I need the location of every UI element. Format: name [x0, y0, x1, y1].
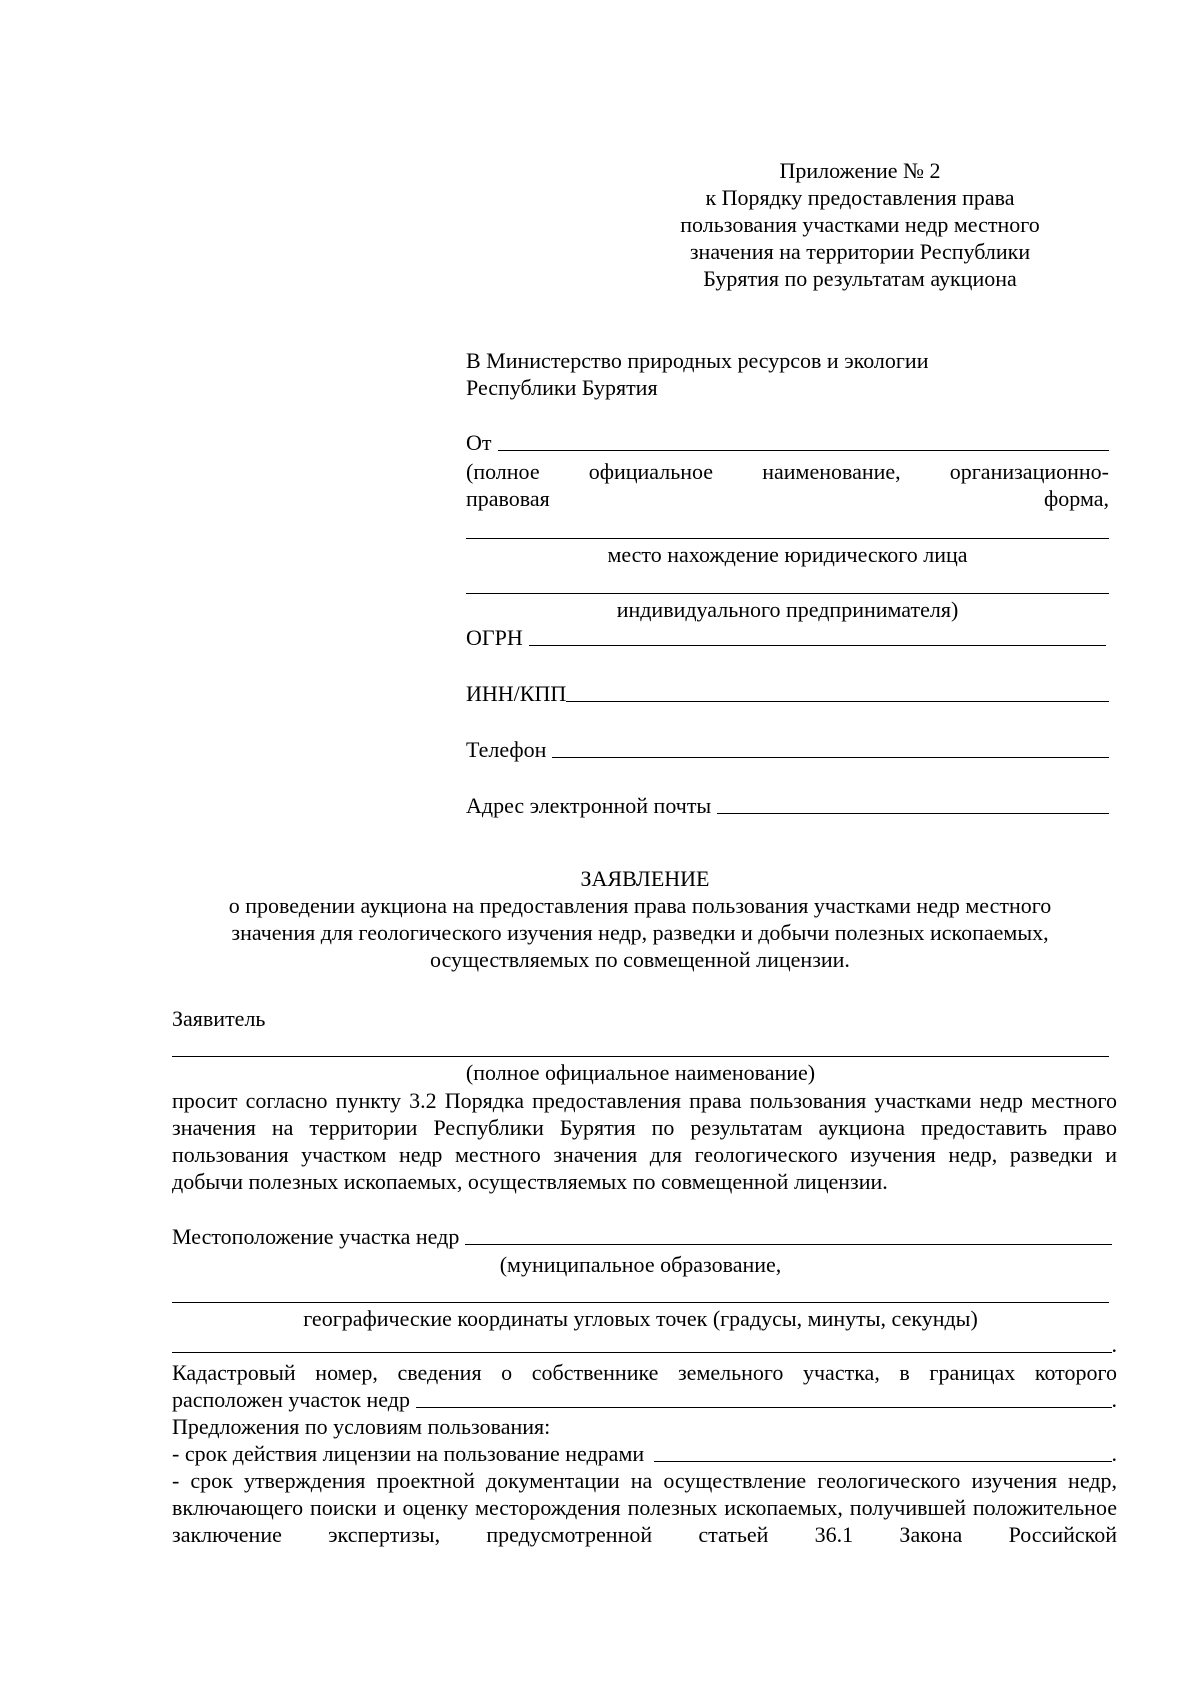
project-paragraph: - срок утверждения проектной документации на осуществление геологического изучения недр, включающего поиски и оценку месторождения полезных ископаемых, получившей положительное заключение экспертизы, предусмотренной статьей 36.1 Закона Российской [172, 1468, 1117, 1547]
sender-hint-2-right: форма, [1044, 486, 1109, 511]
term-row [172, 1440, 1117, 1467]
cadastral-line-1: Кадастровый номер, сведения о собственнике земельного участка, в границах которого [172, 1360, 1117, 1385]
from-field-line[interactable] [498, 450, 1109, 451]
statement-subtitle [160, 892, 1120, 973]
term-label: - срок действия лицензии на пользование недрами [172, 1441, 645, 1466]
inn-label: ИНН/КПП [466, 681, 567, 706]
location-field-line-2[interactable] [172, 1302, 1109, 1303]
email-label: Адрес электронной почты [466, 793, 712, 818]
appendix-block [660, 157, 1060, 292]
addressee-line: В Министерство природных ресурсов и экологии [466, 348, 929, 373]
cadastral-label: расположен участок недр [172, 1387, 410, 1412]
sender-hint-1: (полное официальное наименование, организационно- [466, 459, 1109, 484]
location-hint-1: (муниципальное образование, [499, 1252, 782, 1277]
ogrn-row [466, 624, 1106, 651]
sender-hint-2-left: правовая [466, 486, 550, 511]
from-row [466, 429, 1109, 456]
location-row-3 [172, 1331, 1117, 1358]
sender-hint-2-row [466, 485, 1109, 512]
statement-subtitle-line: о проведении аукциона на предоставления права пользования участками недр местного [228, 893, 1052, 918]
appendix-line: Бурятия по результатам аукциона [703, 266, 1017, 291]
location-field-line-3[interactable] [172, 1352, 1112, 1353]
statement-subtitle-line: осуществляемых по совмещенной лицензии. [430, 947, 850, 972]
applicant-field-line[interactable] [172, 1056, 1109, 1057]
applicant-label: Заявитель [172, 1006, 266, 1031]
cadastral-field-line[interactable] [416, 1407, 1112, 1408]
location-hint-2: географические координаты угловых точек (градусы, минуты, секунды) [303, 1306, 978, 1331]
location-end-dot: . [1111, 1332, 1117, 1357]
ogrn-field-line[interactable] [529, 645, 1106, 646]
request-paragraph: просит согласно пункту 3.2 Порядка предоставления права пользования участками недр местного значения на территории Республики Бурятия по результатам аукциона предоставить право пользования участком недр местного значения для геологического изучения недр, разведки и добычи полезных ископаемых, осуществляемых по совмещенной лицензии. [172, 1088, 1117, 1194]
phone-row [466, 736, 1109, 763]
proposals-label: Предложения по условиям пользования: [172, 1414, 551, 1439]
appendix-line: значения на территории Республики [689, 239, 1031, 264]
applicant-hint: (полное официальное наименование) [465, 1060, 816, 1085]
from-label: От [466, 430, 492, 455]
inn-row [466, 680, 1109, 707]
phone-field-line[interactable] [552, 757, 1109, 758]
term-field-line[interactable] [654, 1461, 1111, 1462]
phone-label: Телефон [466, 737, 547, 762]
statement-title: ЗАЯВЛЕНИЕ [580, 866, 710, 891]
statement-subtitle-line: значения для геологического изучения недр, разведки и добычи полезных ископаемых, [231, 920, 1049, 945]
cadastral-end-dot: . [1111, 1387, 1117, 1412]
location-field-line[interactable] [465, 1244, 1112, 1245]
ogrn-label: ОГРН [466, 625, 523, 650]
location-label: Местоположение участка недр [172, 1224, 460, 1249]
inn-field-line[interactable] [566, 701, 1109, 702]
appendix-line: к Порядку предоставления права [705, 185, 1015, 210]
appendix-line: Приложение № 2 [779, 158, 941, 183]
addressee-line: Республики Бурятия [466, 375, 658, 400]
location-row [172, 1223, 1112, 1250]
cadastral-row [172, 1386, 1117, 1413]
addressee-block [466, 347, 1066, 401]
appendix-line: пользования участками недр местного [680, 212, 1040, 237]
sender-field-line-3[interactable] [466, 593, 1109, 594]
sender-hint-3: место нахождение юридического лица [607, 542, 968, 567]
sender-field-line-2[interactable] [466, 538, 1109, 539]
term-end-dot: . [1111, 1441, 1117, 1466]
email-field-line[interactable] [717, 813, 1109, 814]
sender-hint-4: индивидуального предпринимателя) [616, 597, 959, 622]
email-row [466, 792, 1109, 819]
